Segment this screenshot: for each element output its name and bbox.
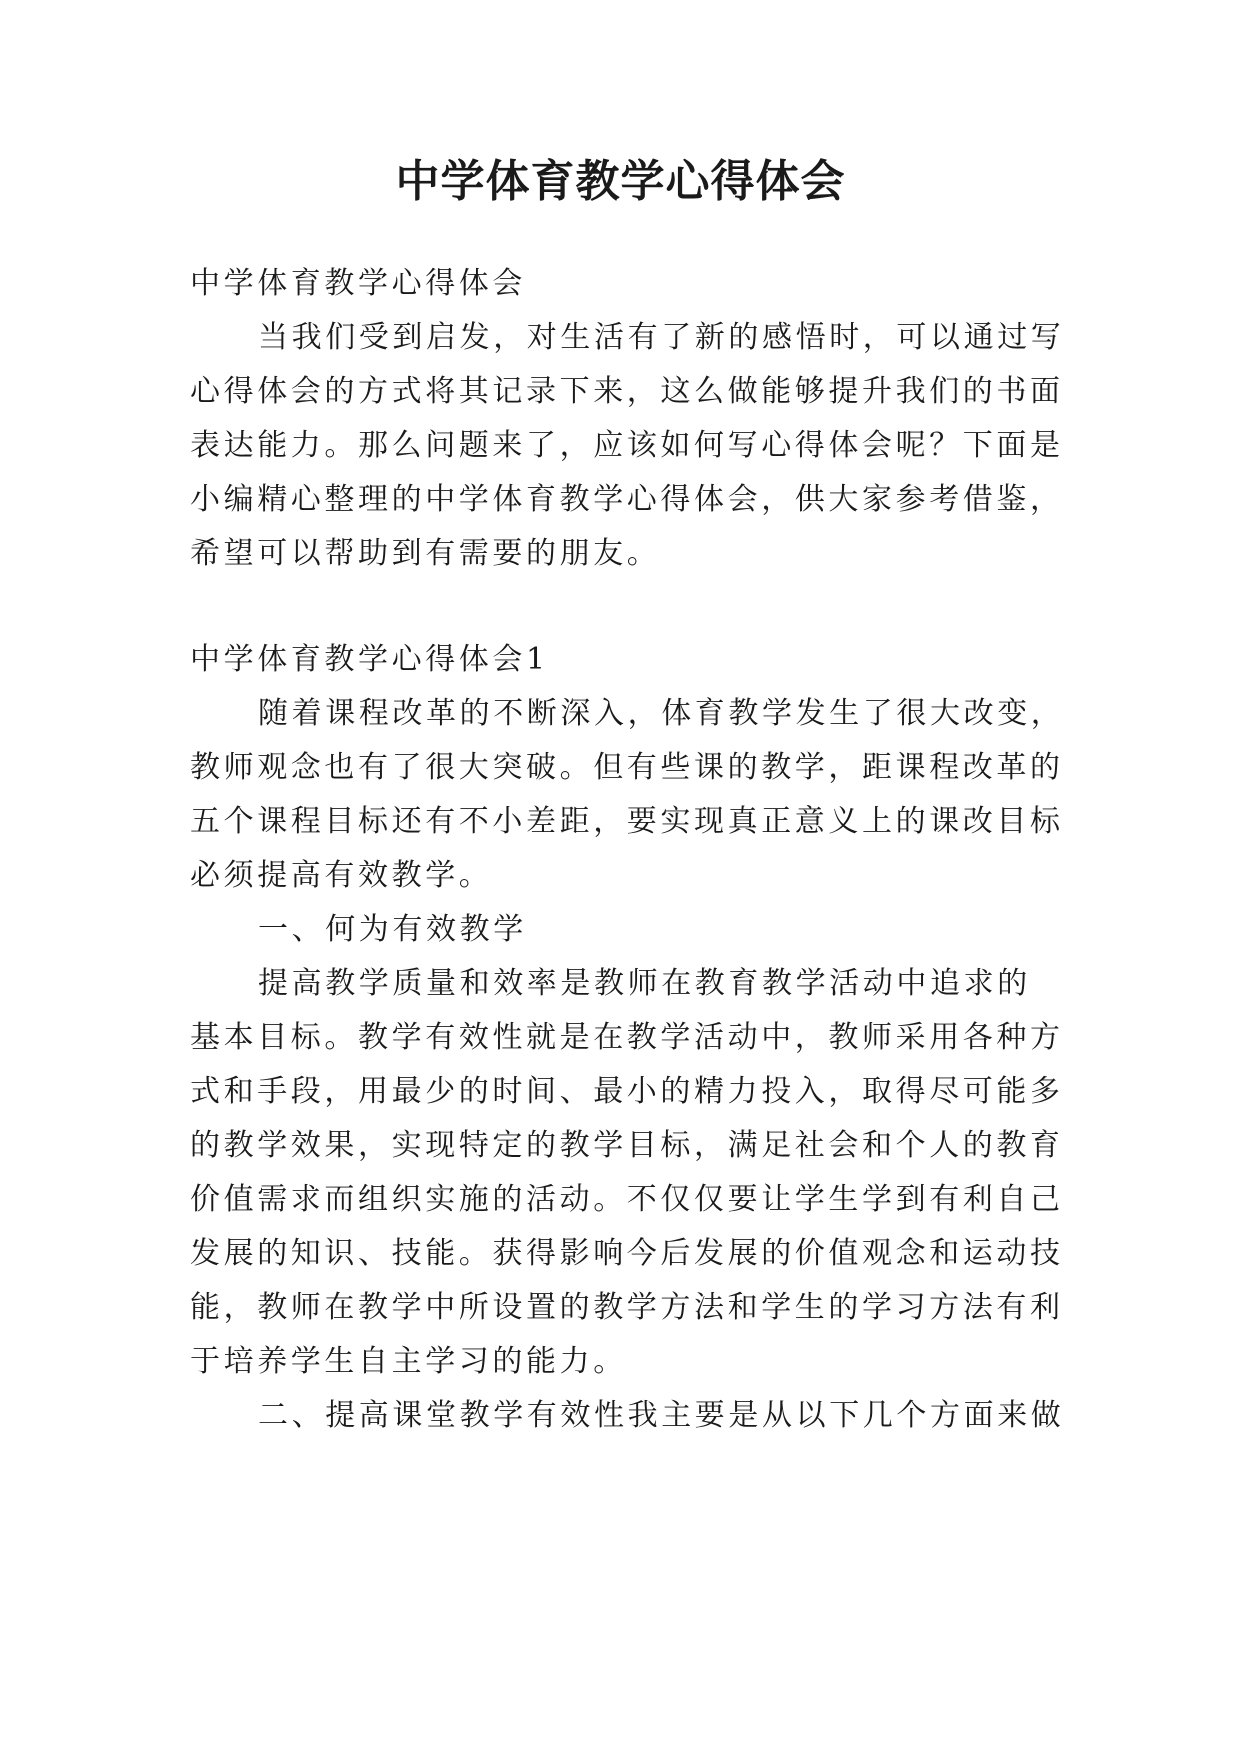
subtitle-line: 中学体育教学心得体会 [190, 266, 526, 301]
paragraph-line: 必须提高有效教学。 [190, 858, 493, 893]
paragraph-line: 提高教学质量和效率是教师在教育教学活动中追求的 [258, 966, 1031, 1001]
paragraph-line: 希望可以帮助到有需要的朋友。 [190, 536, 661, 571]
paragraph-line: 小编精心整理的中学体育教学心得体会，供大家参考借鉴， [190, 482, 1064, 517]
page-title: 中学体育教学心得体会 [395, 156, 846, 207]
paragraph-line: 当我们受到启发，对生活有了新的感悟时，可以通过写 [258, 320, 1065, 355]
paragraph-line: 能，教师在教学中所设置的教学方法和学生的学习方法有利 [190, 1290, 1064, 1325]
paragraph-line: 随着课程改革的不断深入，体育教学发生了很大改变， [258, 696, 1065, 731]
paragraph-line: 表达能力。那么问题来了，应该如何写心得体会呢？下面是 [190, 428, 1064, 463]
paragraph-line: 价值需求而组织实施的活动。不仅仅要让学生学到有利自己 [190, 1182, 1064, 1217]
paragraph-line: 于培养学生自主学习的能力。 [190, 1344, 627, 1379]
subsection-heading: 一、何为有效教学 [258, 912, 527, 947]
paragraph-line: 的教学效果，实现特定的教学目标，满足社会和个人的教育 [190, 1128, 1064, 1163]
paragraph-line: 发展的知识、技能。获得影响今后发展的价值观念和运动技 [190, 1236, 1064, 1271]
paragraph-line: 心得体会的方式将其记录下来，这么做能够提升我们的书面 [190, 374, 1064, 409]
section-heading: 中学体育教学心得体会1 [190, 642, 549, 677]
subsection-heading: 二、提高课堂教学有效性我主要是从以下几个方面来做 [258, 1398, 1065, 1433]
paragraph-line: 式和手段，用最少的时间、最小的精力投入，取得尽可能多 [190, 1074, 1064, 1109]
paragraph-line: 教师观念也有了很大突破。但有些课的教学，距课程改革的 [190, 750, 1064, 785]
paragraph-line: 基本目标。教学有效性就是在教学活动中，教师采用各种方 [190, 1020, 1064, 1055]
paragraph-line: 五个课程目标还有不小差距，要实现真正意义上的课改目标 [190, 804, 1064, 839]
